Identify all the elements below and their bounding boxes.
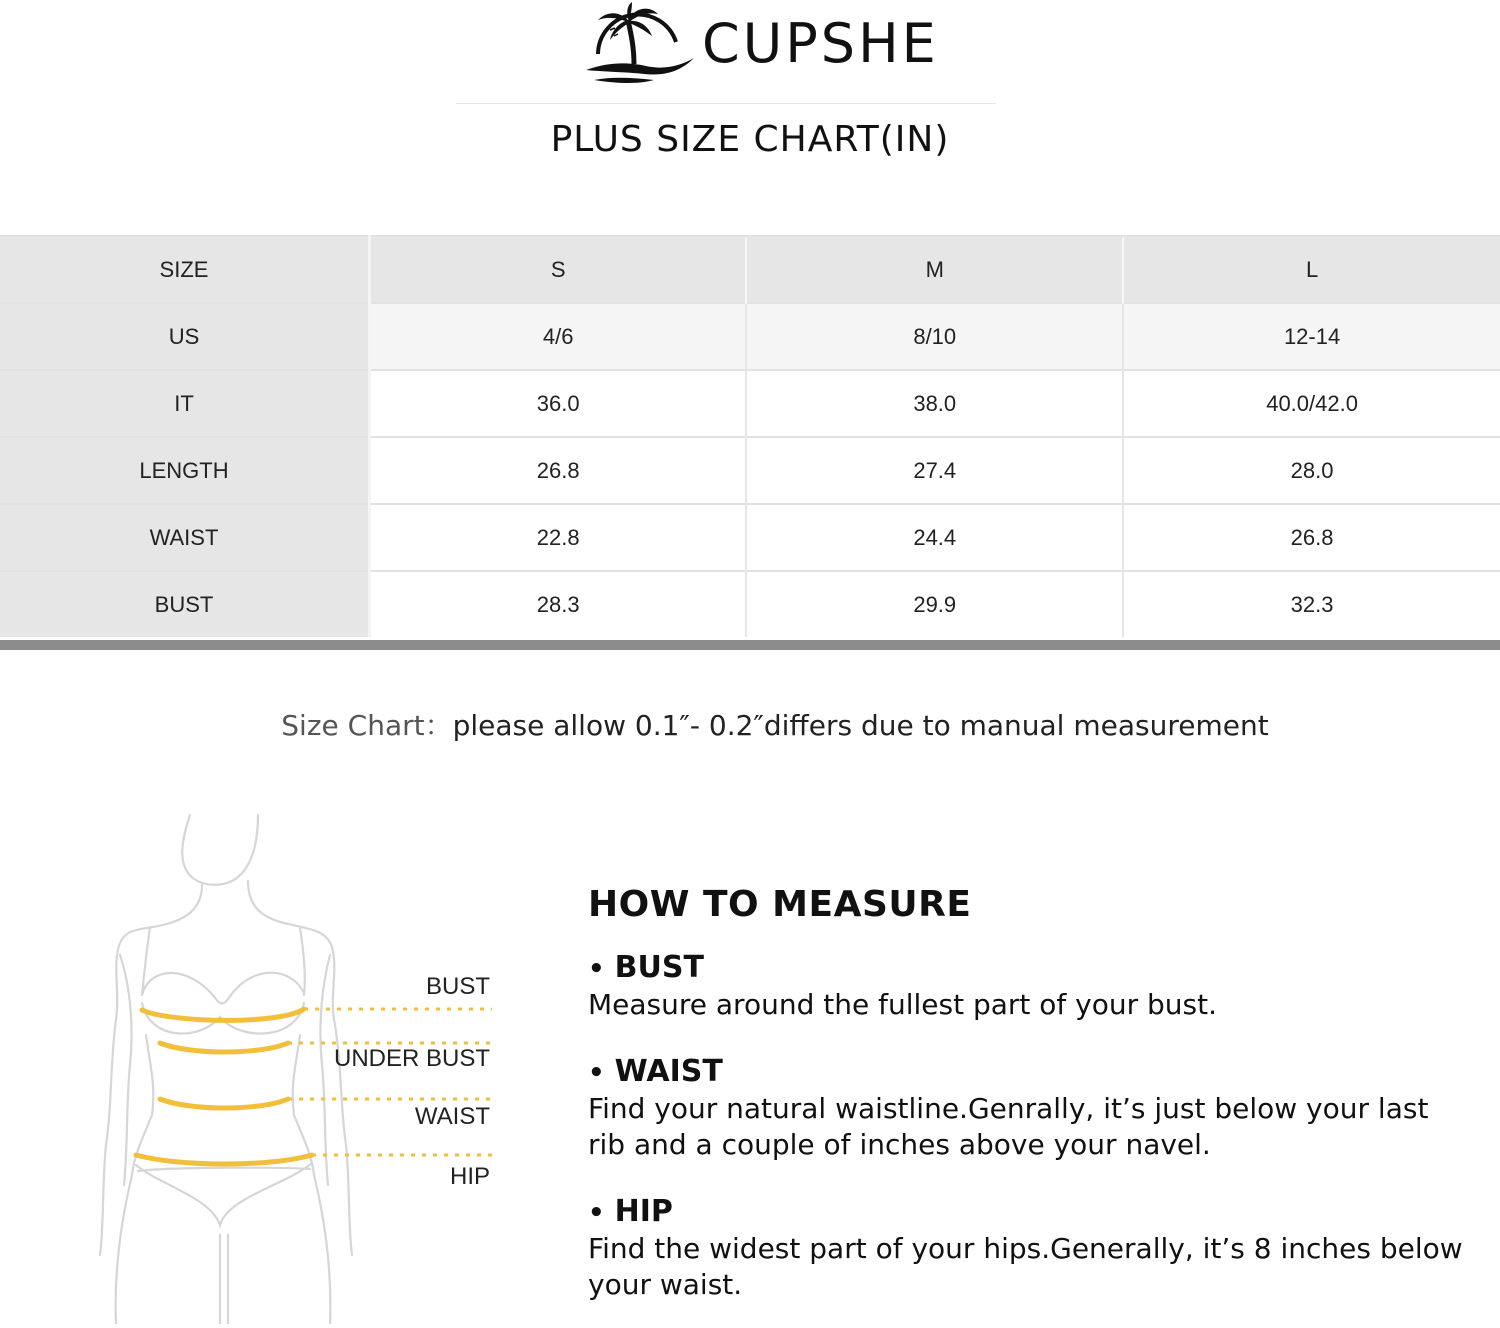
table-cell: 28.0 bbox=[1123, 437, 1500, 504]
row-label: IT bbox=[0, 370, 370, 437]
table-cell: 26.8 bbox=[370, 437, 747, 504]
note-text: please allow 0.1″- 0.2″differs due to manual measurement bbox=[452, 709, 1269, 742]
how-to-measure-section bbox=[588, 880, 1468, 1301]
header-cell-s: S bbox=[370, 236, 747, 303]
table-header-row bbox=[0, 236, 1500, 303]
measure-item-hip bbox=[588, 1194, 1468, 1303]
row-label: LENGTH bbox=[0, 437, 370, 504]
measure-item-title: BUST bbox=[614, 950, 704, 985]
table-row-bust bbox=[0, 571, 1500, 637]
table-cell: 38.0 bbox=[746, 370, 1123, 437]
figure-label-hip: HIP bbox=[449, 1163, 490, 1190]
row-label: BUST bbox=[0, 571, 370, 637]
palm-tree-logo-icon bbox=[584, 2, 696, 86]
measurement-note bbox=[0, 706, 1500, 746]
table-cell: 36.0 bbox=[370, 370, 747, 437]
measure-item-title: WAIST bbox=[614, 1054, 723, 1089]
table-cell: 12-14 bbox=[1123, 303, 1500, 370]
brand-name: CUPSHE bbox=[702, 12, 939, 75]
bullet-icon: • bbox=[588, 954, 605, 984]
table-row-it bbox=[0, 370, 1500, 437]
table-row-waist bbox=[0, 504, 1500, 571]
bullet-icon: • bbox=[588, 1198, 605, 1228]
measure-item-bust bbox=[588, 950, 1468, 1023]
size-chart-table bbox=[0, 235, 1500, 637]
measure-item-waist bbox=[588, 1054, 1468, 1163]
row-label: WAIST bbox=[0, 504, 370, 571]
table-cell: 29.9 bbox=[746, 571, 1123, 637]
body-measure-figure bbox=[90, 805, 510, 1324]
bullet-icon: • bbox=[588, 1058, 605, 1088]
measure-item-text: Find the widest part of your hips.Generally, it’s 8 inches below your waist. bbox=[588, 1232, 1463, 1301]
table-cell: 28.3 bbox=[370, 571, 747, 637]
header-cell-l: L bbox=[1123, 236, 1500, 303]
table-cell: 8/10 bbox=[746, 303, 1123, 370]
table-cell: 32.3 bbox=[1123, 571, 1500, 637]
table-row-us bbox=[0, 303, 1500, 370]
table-cell: 27.4 bbox=[746, 437, 1123, 504]
table-cell: 22.8 bbox=[370, 504, 747, 571]
table-cell: 4/6 bbox=[370, 303, 747, 370]
figure-label-bust: BUST bbox=[425, 973, 490, 1000]
table-cell: 26.8 bbox=[1123, 504, 1500, 571]
measure-item-text: Find your natural waistline.Genrally, it’s just below your last rib and a couple of inches above your navel. bbox=[588, 1092, 1429, 1161]
note-label: Size Chart： bbox=[281, 709, 453, 742]
brand-header bbox=[584, 2, 939, 86]
row-label: US bbox=[0, 303, 370, 370]
how-to-measure-title: HOW TO MEASURE bbox=[588, 884, 972, 925]
measure-item-title: HIP bbox=[614, 1194, 673, 1229]
table-bottom-border bbox=[0, 640, 1500, 650]
header-divider bbox=[456, 103, 996, 104]
table-cell: 40.0/42.0 bbox=[1123, 370, 1500, 437]
table-row-length bbox=[0, 437, 1500, 504]
header-cell-size: SIZE bbox=[0, 236, 370, 303]
figure-label-under-bust: UNDER BUST bbox=[333, 1045, 490, 1072]
measure-item-text: Measure around the fullest part of your bust. bbox=[588, 988, 1218, 1021]
page-title: PLUS SIZE CHART(IN) bbox=[550, 119, 950, 160]
figure-label-waist: WAIST bbox=[414, 1103, 490, 1130]
header-cell-m: M bbox=[746, 236, 1123, 303]
table-cell: 24.4 bbox=[746, 504, 1123, 571]
